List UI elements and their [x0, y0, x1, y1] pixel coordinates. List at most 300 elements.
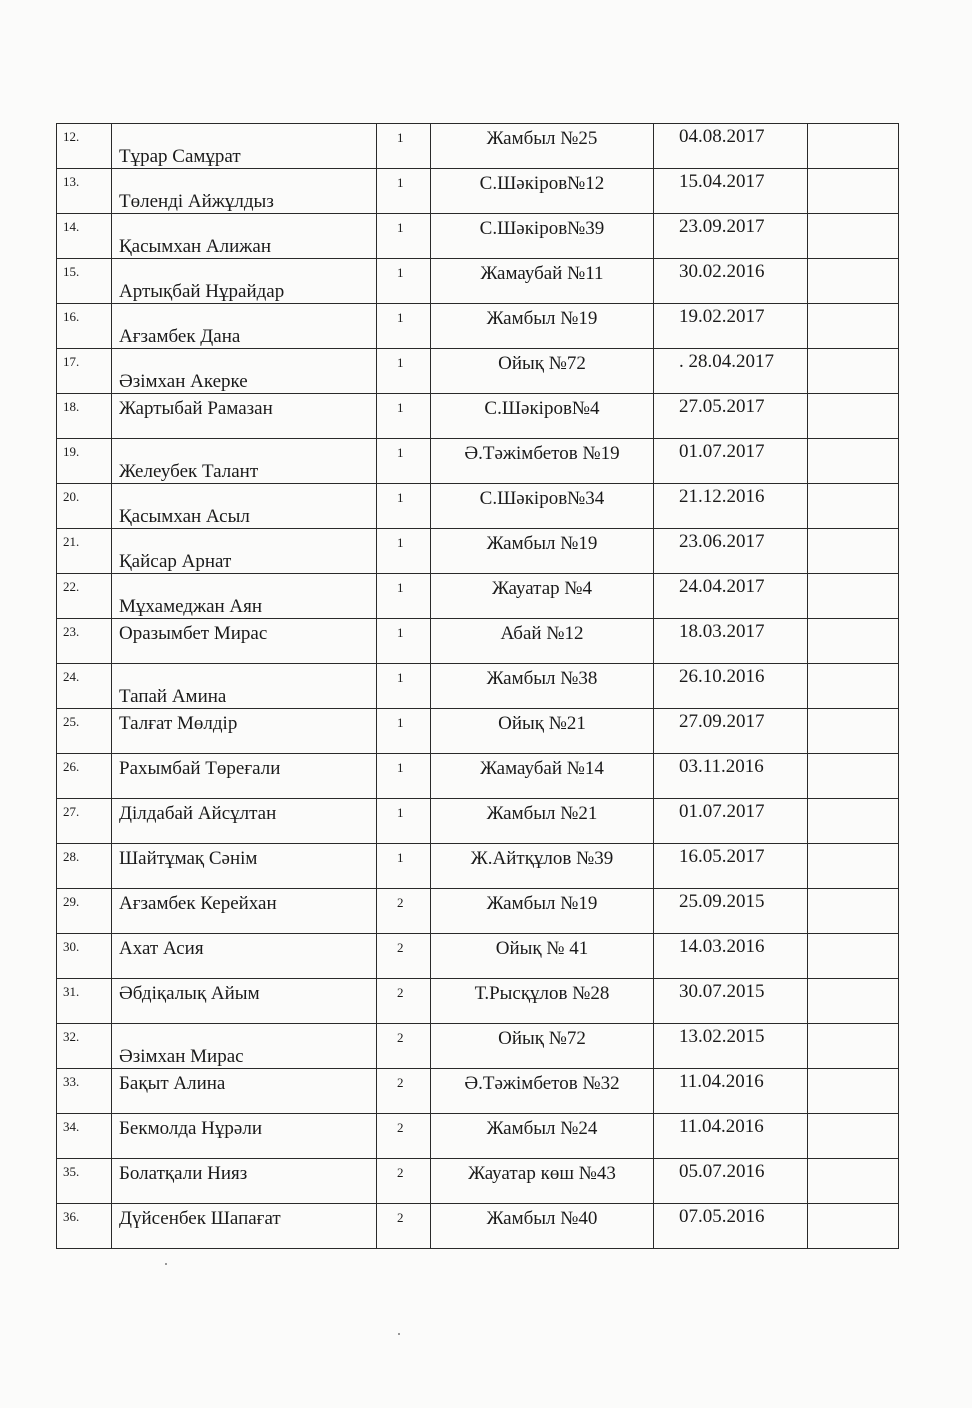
row-number: 19. — [63, 444, 80, 459]
row-number: 25. — [63, 714, 80, 729]
student-name: Болатқали Нияз — [119, 1163, 248, 1184]
row-number: 29. — [63, 894, 80, 909]
table-row — [57, 574, 899, 619]
empty-cell — [808, 844, 899, 889]
address-value: Ә.Тәжімбетов №19 — [464, 443, 620, 464]
address-value: С.Шәкіров№39 — [479, 218, 605, 239]
empty-cell — [808, 709, 899, 754]
address-value: Жамбыл №38 — [486, 668, 598, 689]
student-name-cell — [112, 394, 377, 439]
address-cell — [431, 619, 654, 664]
student-name-cell — [112, 1069, 377, 1114]
address-value: Жауатар №4 — [491, 578, 593, 599]
empty-cell — [808, 1159, 899, 1204]
grade-value: 2 — [397, 895, 404, 910]
birth-date-cell — [654, 349, 808, 394]
grade-value: 1 — [397, 625, 404, 640]
address-value: Ж.Айтқұлов №39 — [470, 848, 614, 869]
student-name: Оразымбет Мирас — [119, 623, 268, 644]
grade-value: 1 — [397, 445, 404, 460]
student-name-cell — [112, 439, 377, 484]
student-name-cell — [112, 1204, 377, 1249]
row-number: 27. — [63, 804, 80, 819]
address-value: Ойық №72 — [498, 353, 586, 374]
birth-date-cell — [654, 754, 808, 799]
row-number: 14. — [63, 219, 80, 234]
row-number-cell — [57, 574, 112, 619]
table-row — [57, 169, 899, 214]
address-cell — [431, 979, 654, 1024]
row-number-cell — [57, 889, 112, 934]
row-number-cell — [57, 844, 112, 889]
row-number: 26. — [63, 759, 80, 774]
empty-cell — [808, 664, 899, 709]
row-number-cell — [57, 979, 112, 1024]
student-name-cell — [112, 1024, 377, 1069]
table-row — [57, 844, 899, 889]
row-number: 32. — [63, 1029, 80, 1044]
table-row — [57, 664, 899, 709]
student-name: Ахат Асия — [119, 938, 204, 959]
grade-cell — [377, 619, 431, 664]
student-name-cell — [112, 349, 377, 394]
birth-date-value: 18.03.2017 — [679, 621, 765, 642]
table-row — [57, 529, 899, 574]
grade-value: 1 — [397, 400, 404, 415]
grade-cell — [377, 889, 431, 934]
birth-date-value: 15.04.2017 — [679, 171, 765, 192]
student-name-cell — [112, 574, 377, 619]
grade-value: 2 — [397, 1120, 404, 1135]
birth-date-value: 11.04.2016 — [679, 1116, 764, 1137]
table-row — [57, 799, 899, 844]
address-value: Жамбыл №19 — [486, 308, 598, 329]
birth-date-cell — [654, 889, 808, 934]
grade-value: 1 — [397, 355, 404, 370]
row-number: 13. — [63, 174, 80, 189]
table-row — [57, 619, 899, 664]
address-value: Жамбыл №25 — [486, 128, 598, 149]
student-name-cell — [112, 214, 377, 259]
row-number-cell — [57, 1114, 112, 1159]
row-number-cell — [57, 259, 112, 304]
grade-value: 1 — [397, 535, 404, 550]
grade-cell — [377, 1204, 431, 1249]
grade-cell — [377, 439, 431, 484]
row-number-cell — [57, 709, 112, 754]
birth-date-value: 11.04.2016 — [679, 1071, 764, 1092]
row-number: 24. — [63, 669, 80, 684]
birth-date-value: 03.11.2016 — [679, 756, 764, 777]
row-number: 12. — [63, 129, 80, 144]
grade-value: 2 — [397, 1075, 404, 1090]
student-name: Дүйсенбек Шапағат — [119, 1208, 281, 1229]
birth-date-cell — [654, 619, 808, 664]
empty-cell — [808, 214, 899, 259]
birth-date-cell — [654, 1069, 808, 1114]
row-number-cell — [57, 1159, 112, 1204]
grade-cell — [377, 799, 431, 844]
empty-cell — [808, 124, 899, 169]
birth-date-value: 21.12.2016 — [679, 486, 765, 507]
empty-cell — [808, 934, 899, 979]
grade-cell — [377, 214, 431, 259]
birth-date-value: 30.07.2015 — [679, 981, 765, 1002]
table-row — [57, 1114, 899, 1159]
table-row — [57, 889, 899, 934]
row-number: 23. — [63, 624, 80, 639]
grade-cell — [377, 484, 431, 529]
address-cell — [431, 799, 654, 844]
student-name: Ағзамбек Керейхан — [119, 893, 277, 914]
birth-date-value: 13.02.2015 — [679, 1026, 765, 1047]
grade-value: 2 — [397, 1030, 404, 1045]
birth-date-value: 25.09.2015 — [679, 891, 765, 912]
birth-date-value: 16.05.2017 — [679, 846, 765, 867]
student-name-cell — [112, 619, 377, 664]
address-cell — [431, 214, 654, 259]
address-value: Ә.Тәжімбетов №32 — [464, 1073, 620, 1094]
birth-date-value: 23.09.2017 — [679, 216, 765, 237]
grade-cell — [377, 1069, 431, 1114]
student-name: Талғат Мөлдір — [119, 713, 238, 734]
row-number-cell — [57, 754, 112, 799]
student-name: Қасымхан Алижан — [119, 236, 272, 257]
birth-date-cell — [654, 1159, 808, 1204]
empty-cell — [808, 799, 899, 844]
address-value: С.Шәкіров№4 — [484, 398, 600, 419]
row-number: 20. — [63, 489, 80, 504]
address-value: Жамаубай №14 — [480, 758, 604, 779]
address-value: С.Шәкіров№12 — [479, 173, 605, 194]
address-cell — [431, 709, 654, 754]
row-number: 36. — [63, 1209, 80, 1224]
address-cell — [431, 484, 654, 529]
row-number: 34. — [63, 1119, 80, 1134]
birth-date-cell — [654, 394, 808, 439]
address-cell — [431, 304, 654, 349]
empty-cell — [808, 439, 899, 484]
grade-cell — [377, 934, 431, 979]
student-name-cell — [112, 1159, 377, 1204]
table-row — [57, 214, 899, 259]
grade-value: 1 — [397, 265, 404, 280]
birth-date-cell — [654, 1204, 808, 1249]
empty-cell — [808, 169, 899, 214]
student-name: Мұхамеджан Аян — [119, 596, 263, 617]
student-name-cell — [112, 529, 377, 574]
address-cell — [431, 1114, 654, 1159]
student-name: Артықбай Нұрайдар — [119, 281, 285, 302]
roster-body — [57, 124, 899, 1249]
student-name: Төленді Айжұлдыз — [119, 191, 274, 212]
address-value: Ойық №72 — [498, 1028, 586, 1049]
row-number-cell — [57, 1204, 112, 1249]
grade-cell — [377, 349, 431, 394]
scan-speck — [165, 1263, 167, 1265]
birth-date-cell — [654, 1024, 808, 1069]
row-number-cell — [57, 124, 112, 169]
student-name-cell — [112, 889, 377, 934]
birth-date-cell — [654, 439, 808, 484]
address-value: Абай №12 — [500, 623, 584, 644]
row-number: 31. — [63, 984, 80, 999]
address-value: Жамбыл №40 — [486, 1208, 598, 1229]
empty-cell — [808, 1024, 899, 1069]
birth-date-value: 19.02.2017 — [679, 306, 765, 327]
empty-cell — [808, 394, 899, 439]
row-number: 28. — [63, 849, 80, 864]
student-name: Жартыбай Рамазан — [119, 398, 273, 419]
row-number-cell — [57, 349, 112, 394]
row-number: 35. — [63, 1164, 80, 1179]
grade-value: 2 — [397, 1165, 404, 1180]
row-number: 30. — [63, 939, 80, 954]
address-cell — [431, 664, 654, 709]
student-name: Ділдабай Айсұлтан — [119, 803, 277, 824]
grade-value: 1 — [397, 850, 404, 865]
birth-date-cell — [654, 304, 808, 349]
address-cell — [431, 349, 654, 394]
table-row — [57, 484, 899, 529]
grade-value: 2 — [397, 1210, 404, 1225]
address-cell — [431, 1069, 654, 1114]
grade-value: 2 — [397, 985, 404, 1000]
table-row — [57, 709, 899, 754]
birth-date-cell — [654, 844, 808, 889]
student-name: Тұрар Самұрат — [119, 146, 241, 167]
grade-cell — [377, 529, 431, 574]
birth-date-value: 14.03.2016 — [679, 936, 765, 957]
student-name-cell — [112, 844, 377, 889]
address-cell — [431, 574, 654, 619]
birth-date-value: 01.07.2017 — [679, 441, 765, 462]
grade-cell — [377, 709, 431, 754]
address-cell — [431, 394, 654, 439]
address-value: Жамбыл №21 — [486, 803, 598, 824]
grade-cell — [377, 1159, 431, 1204]
empty-cell — [808, 619, 899, 664]
birth-date-cell — [654, 709, 808, 754]
row-number-cell — [57, 484, 112, 529]
birth-date-cell — [654, 1114, 808, 1159]
address-value: Ойық № 41 — [495, 938, 589, 959]
address-cell — [431, 529, 654, 574]
birth-date-cell — [654, 214, 808, 259]
grade-value: 1 — [397, 580, 404, 595]
address-cell — [431, 169, 654, 214]
row-number-cell — [57, 214, 112, 259]
grade-value: 1 — [397, 490, 404, 505]
row-number-cell — [57, 304, 112, 349]
student-name-cell — [112, 799, 377, 844]
birth-date-cell — [654, 979, 808, 1024]
birth-date-cell — [654, 574, 808, 619]
row-number-cell — [57, 529, 112, 574]
address-value: Ойық №21 — [498, 713, 586, 734]
birth-date-cell — [654, 664, 808, 709]
address-cell — [431, 754, 654, 799]
table-row — [57, 349, 899, 394]
table-row — [57, 124, 899, 169]
scan-speck — [398, 1333, 400, 1335]
student-name: Әзімхан Акерке — [119, 371, 248, 392]
empty-cell — [808, 574, 899, 619]
birth-date-value: 24.04.2017 — [679, 576, 765, 597]
student-name: Желеубек Талант — [119, 461, 259, 482]
row-number-cell — [57, 169, 112, 214]
address-value: Жамбыл №19 — [486, 893, 598, 914]
grade-value: 1 — [397, 130, 404, 145]
birth-date-value: . 28.04.2017 — [679, 351, 774, 372]
row-number-cell — [57, 439, 112, 484]
row-number-cell — [57, 664, 112, 709]
student-name-cell — [112, 664, 377, 709]
table-row — [57, 394, 899, 439]
birth-date-value: 30.02.2016 — [679, 261, 765, 282]
empty-cell — [808, 1204, 899, 1249]
grade-value: 2 — [397, 940, 404, 955]
student-name-cell — [112, 754, 377, 799]
grade-value: 1 — [397, 715, 404, 730]
birth-date-value: 04.08.2017 — [679, 126, 765, 147]
birth-date-cell — [654, 259, 808, 304]
birth-date-value: 01.07.2017 — [679, 801, 765, 822]
empty-cell — [808, 979, 899, 1024]
grade-cell — [377, 574, 431, 619]
student-name-cell — [112, 1114, 377, 1159]
student-name-cell — [112, 709, 377, 754]
row-number: 22. — [63, 579, 80, 594]
address-cell — [431, 1159, 654, 1204]
grade-value: 1 — [397, 670, 404, 685]
table-row — [57, 1204, 899, 1249]
row-number-cell — [57, 1069, 112, 1114]
address-value: Жамбыл №19 — [486, 533, 598, 554]
student-name-cell — [112, 484, 377, 529]
grade-cell — [377, 844, 431, 889]
birth-date-cell — [654, 934, 808, 979]
empty-cell — [808, 529, 899, 574]
student-name: Ағзамбек Дана — [119, 326, 241, 347]
grade-value: 1 — [397, 220, 404, 235]
table-row — [57, 259, 899, 304]
empty-cell — [808, 1114, 899, 1159]
birth-date-value: 27.05.2017 — [679, 396, 765, 417]
row-number-cell — [57, 394, 112, 439]
student-name: Бақыт Алина — [119, 1073, 226, 1094]
address-value: Жамаубай №11 — [480, 263, 604, 284]
row-number: 16. — [63, 309, 80, 324]
student-name-cell — [112, 979, 377, 1024]
address-cell — [431, 1204, 654, 1249]
student-roster-table — [56, 123, 899, 1249]
birth-date-value: 27.09.2017 — [679, 711, 765, 732]
grade-cell — [377, 394, 431, 439]
grade-cell — [377, 1024, 431, 1069]
birth-date-cell — [654, 124, 808, 169]
empty-cell — [808, 259, 899, 304]
birth-date-value: 26.10.2016 — [679, 666, 765, 687]
student-name: Шайтұмақ Сәнім — [119, 848, 258, 869]
birth-date-cell — [654, 529, 808, 574]
address-value: С.Шәкіров№34 — [479, 488, 605, 509]
grade-cell — [377, 754, 431, 799]
birth-date-cell — [654, 484, 808, 529]
grade-cell — [377, 169, 431, 214]
address-value: Т.Рысқұлов №28 — [474, 983, 610, 1004]
table-row — [57, 1069, 899, 1114]
table-row — [57, 979, 899, 1024]
address-cell — [431, 1024, 654, 1069]
row-number-cell — [57, 1024, 112, 1069]
address-cell — [431, 124, 654, 169]
row-number: 18. — [63, 399, 80, 414]
student-name-cell — [112, 259, 377, 304]
student-name: Тапай Амина — [119, 686, 227, 707]
row-number: 21. — [63, 534, 80, 549]
table-row — [57, 304, 899, 349]
empty-cell — [808, 304, 899, 349]
student-name: Қайсар Арнат — [119, 551, 232, 572]
grade-value: 1 — [397, 310, 404, 325]
table-row — [57, 934, 899, 979]
student-name: Бекмолда Нұрәли — [119, 1118, 262, 1139]
address-value: Жамбыл №24 — [486, 1118, 598, 1139]
birth-date-value: 05.07.2016 — [679, 1161, 765, 1182]
empty-cell — [808, 1069, 899, 1114]
student-name-cell — [112, 934, 377, 979]
student-name: Әзімхан Мирас — [119, 1046, 244, 1067]
birth-date-value: 23.06.2017 — [679, 531, 765, 552]
address-cell — [431, 439, 654, 484]
grade-cell — [377, 979, 431, 1024]
table-row — [57, 439, 899, 484]
address-cell — [431, 889, 654, 934]
birth-date-value: 07.05.2016 — [679, 1206, 765, 1227]
grade-cell — [377, 664, 431, 709]
student-name: Әбдіқалық Айым — [119, 983, 260, 1004]
grade-value: 1 — [397, 805, 404, 820]
student-name-cell — [112, 124, 377, 169]
student-name: Қасымхан Асыл — [119, 506, 250, 527]
student-name-cell — [112, 169, 377, 214]
empty-cell — [808, 484, 899, 529]
address-cell — [431, 934, 654, 979]
row-number: 15. — [63, 264, 80, 279]
grade-cell — [377, 124, 431, 169]
row-number-cell — [57, 619, 112, 664]
birth-date-cell — [654, 799, 808, 844]
student-name-cell — [112, 304, 377, 349]
empty-cell — [808, 349, 899, 394]
empty-cell — [808, 889, 899, 934]
row-number: 17. — [63, 354, 80, 369]
address-value: Жауатар көш №43 — [468, 1163, 616, 1184]
address-cell — [431, 844, 654, 889]
birth-date-cell — [654, 169, 808, 214]
row-number-cell — [57, 934, 112, 979]
grade-value: 1 — [397, 175, 404, 190]
table-row — [57, 1024, 899, 1069]
grade-cell — [377, 304, 431, 349]
empty-cell — [808, 754, 899, 799]
grade-cell — [377, 1114, 431, 1159]
row-number: 33. — [63, 1074, 80, 1089]
row-number-cell — [57, 799, 112, 844]
grade-cell — [377, 259, 431, 304]
grade-value: 1 — [397, 760, 404, 775]
